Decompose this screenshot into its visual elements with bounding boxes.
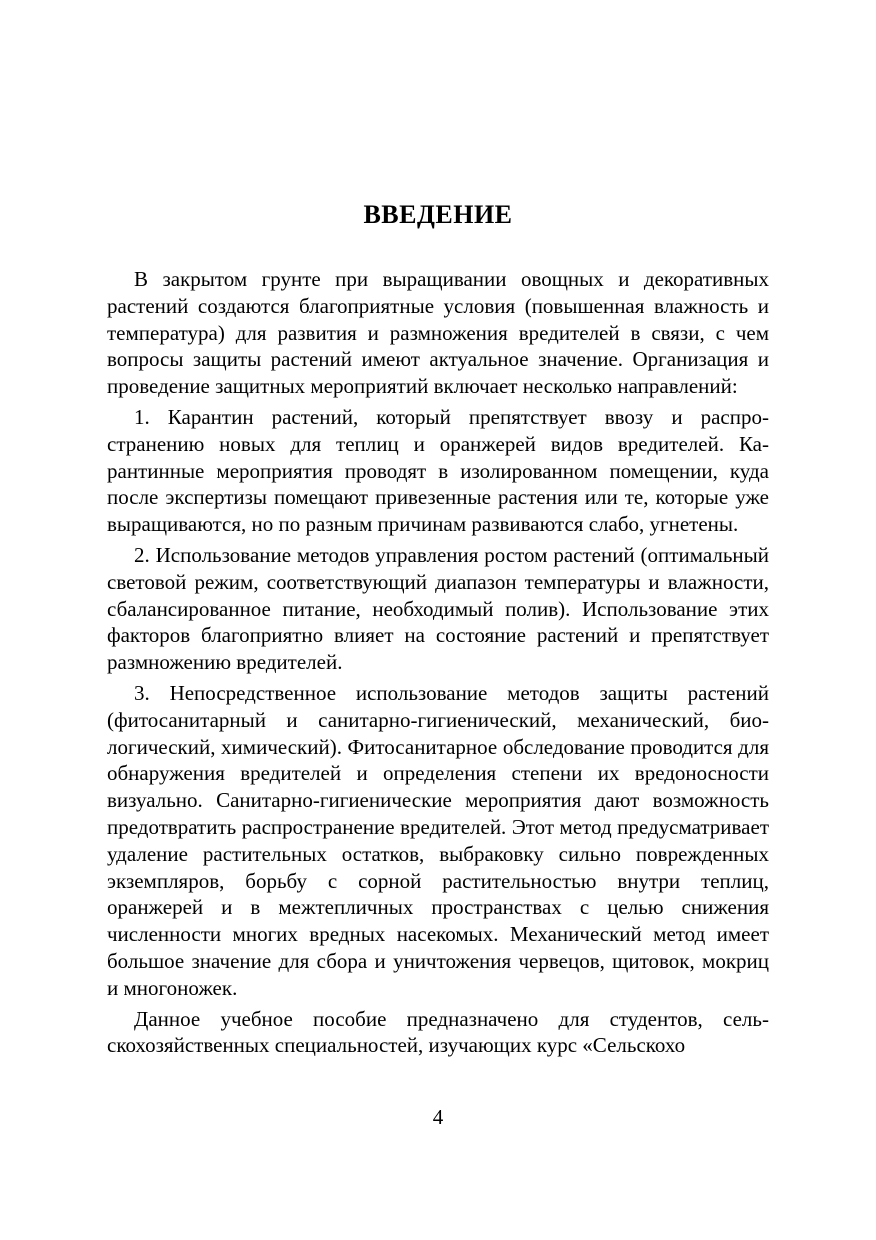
paragraph-purpose: Данное учебное пособие предназначено для студентов, сельскохозяйственных специальностей, изучающих курс «Сельскохо [107, 1006, 769, 1058]
paragraph-item-2: 2. Использование методов управления ростом растений (оптимальный световой режим, соответствующий диапазон температуры и влажности, сбалансированное питание, необходимый полив). Использование этих факторов благоприятно влияет на состояние растений и препятствует размножению вредителей. [107, 542, 769, 675]
body-text [107, 266, 769, 1059]
paragraph-item-3: 3. Непосредственное использование методов защиты растений (фитосанитарный и санитарно-гигиенический, механический, биологический, химический). Фитосанитарное обследование проводится для обнаружения вредителей и определения степени их вредоносности визуально. Санитарно-гигиенические мероприятия дают возможность предотвратить распространение вредителей. Этот метод предусматривает удаление растительных остатков, выбраковку сильно поврежденных экземпляров, борьбу с сорной растительностью внутри теплиц, оранжерей и в межтепличных пространствах с целью снижения численности многих вредных насекомых. Механический метод имеет большое значение для сбора и уничтожения червецов, щитовок, мокриц и многоножек. [107, 680, 769, 1000]
page-number: 4 [432, 1105, 444, 1129]
paragraph-intro: В закрытом грунте при выращивании овощных и декоративных растений создаются благоприятные условия (повышенная влажность и температура) для развития и размножения вредителей в связи, с чем вопросы защиты растений имеют актуальное значение. Организация и проведение защитных мероприятий включает несколько направлений: [107, 267, 769, 399]
page-title: ВВЕДЕНИЕ [363, 200, 513, 229]
paragraph-item-1: 1. Карантин растений, который препятствует ввозу и распространению новых для теплиц и оранжерей видов вредителей. Карантинные мероприятия проводят в изолированном помещении, куда после экспертизы помещают привезенные растения или те, которые уже выращиваются, но по разным причинам развиваются слабо, угнетены. [107, 404, 769, 537]
